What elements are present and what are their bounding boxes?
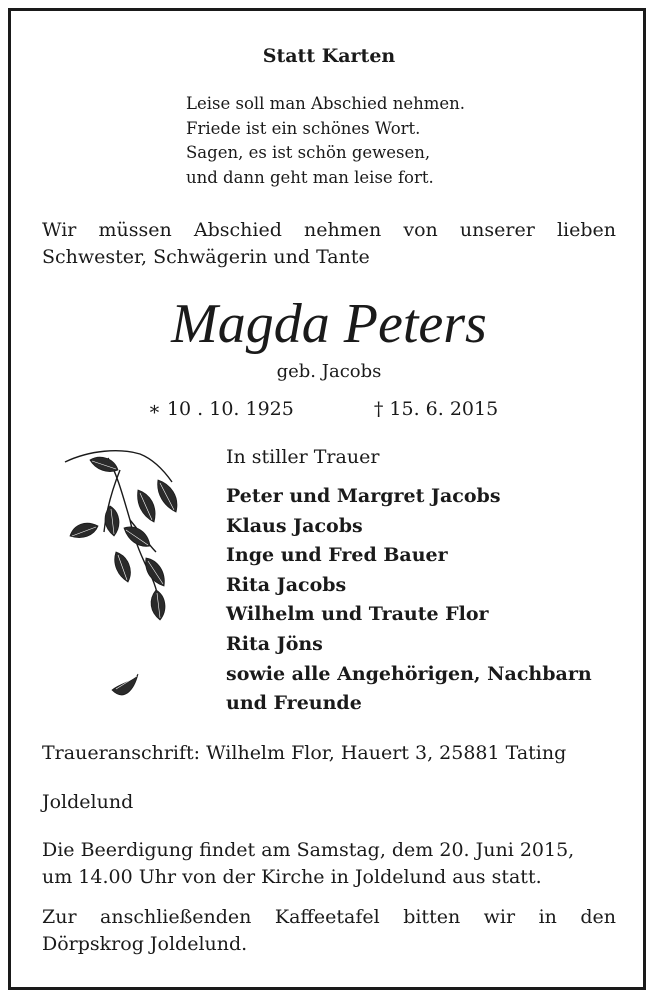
intro-text [42, 217, 616, 271]
mourner-name: Wilhelm und Traute Flor [226, 603, 489, 626]
poem-line: Friede ist ein schönes Wort. [186, 118, 421, 138]
poem-line: Sagen, es ist schön gewesen, [186, 143, 431, 162]
mourner-name: und Freunde [226, 692, 362, 715]
mourning-line: In stiller Trauer [226, 446, 380, 468]
mourning-address: Traueranschrift: Wilhelm Flor, Hauert 3, 25881 Tating [42, 742, 567, 764]
intro-line: Schwester, Schwägerin und Tante [42, 246, 370, 268]
mourner-name: Rita Jacobs [226, 573, 347, 596]
mourner-name: Peter und Margret Jacobs [226, 485, 501, 507]
funeral-line: Die Beerdigung findet am Samstag, dem 20. Juni 2015, [42, 839, 575, 861]
notice-heading: Statt Karten [262, 45, 396, 67]
mourner-name: Inge und Fred Bauer [226, 544, 448, 567]
funeral-line: um 14.00 Uhr von der Kirche in Joldelund aus statt. [42, 866, 542, 888]
coffee-line: Zur anschließenden Kaffeetafel bitten wir in den [42, 906, 616, 928]
coffee-info [42, 904, 616, 958]
maiden-name: geb. Jacobs [276, 361, 382, 382]
poem [186, 92, 465, 190]
deceased-name: Magda Peters [171, 293, 487, 355]
birch-branch-icon [60, 440, 190, 720]
mourners-list [226, 482, 592, 719]
birth-date: ∗ 10 . 10. 1925 [148, 398, 294, 420]
death-date: † 15. 6. 2015 [373, 398, 499, 420]
poem-line: Leise soll man Abschied nehmen. [186, 94, 465, 113]
poem-line: und dann geht man leise fort. [186, 167, 434, 187]
funeral-info [42, 837, 616, 891]
life-dates [148, 398, 498, 420]
place-name: Joldelund [42, 791, 134, 813]
intro-line: Wir müssen Abschied nehmen von unserer lieben [42, 219, 616, 241]
coffee-line: Dörpskrog Joldelund. [42, 933, 248, 955]
mourner-name: Klaus Jacobs [226, 514, 363, 537]
mourner-name: sowie alle Angehörigen, Nachbarn [226, 662, 592, 685]
mourner-name: Rita Jöns [226, 632, 323, 655]
